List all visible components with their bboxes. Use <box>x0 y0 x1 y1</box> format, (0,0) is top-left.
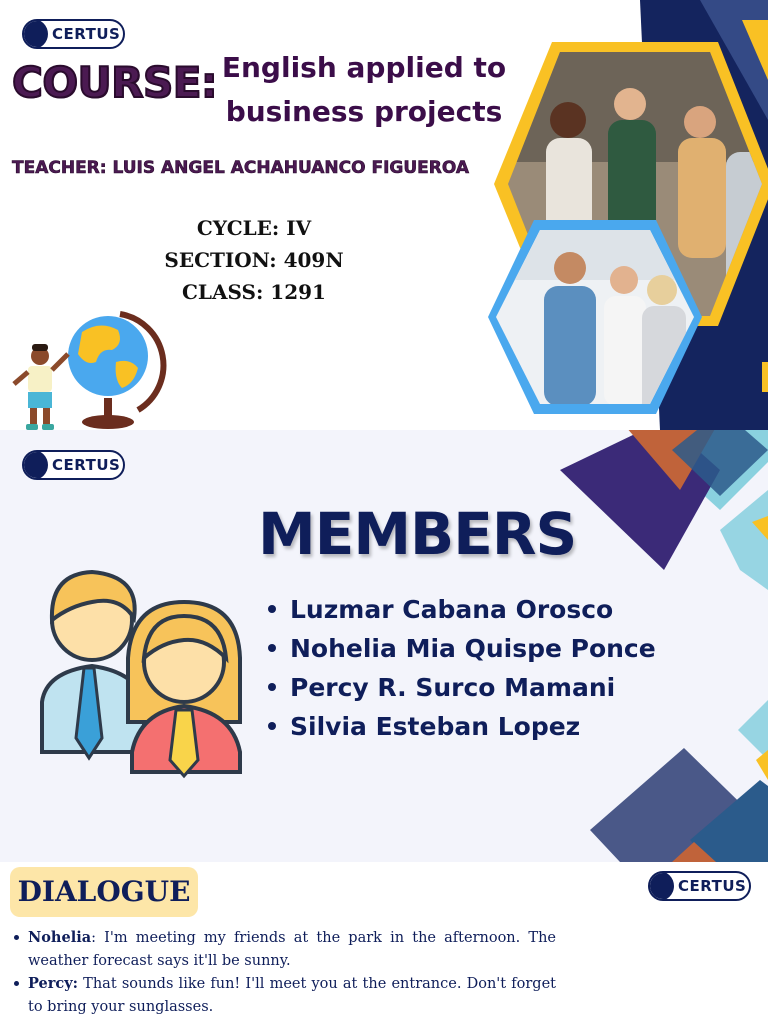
globe-icon <box>60 310 172 430</box>
dialogue-title: DIALOGUE <box>17 875 191 908</box>
certus-logo <box>22 19 125 49</box>
member-name: Nohelia Mia Quispe Ponce <box>290 634 656 663</box>
cover-section <box>0 0 768 430</box>
course-title-line2: business projects <box>225 95 503 128</box>
members-section <box>0 430 768 862</box>
people-icon <box>36 562 246 784</box>
dialogue-section <box>0 862 768 1024</box>
logo-text: CERTUS <box>52 25 121 43</box>
speaker-name: Percy: <box>28 975 78 992</box>
dialogue-text: I'm meeting my friends at the park in the afternoon. The weather forecast says it'll be sunny. <box>28 930 556 969</box>
list-item <box>268 629 656 668</box>
course-label: COURSE: <box>12 58 218 107</box>
dialogue-line <box>14 972 556 1019</box>
logo-text: CERTUS <box>52 456 121 474</box>
dialogue-text: That sounds like fun! I'll meet you at the entrance. Don't forget to bring your sunglasses. <box>28 976 556 1015</box>
photo-meeting-icon <box>488 220 702 414</box>
class-text: CLASS: 1291 <box>182 280 326 304</box>
cycle-text: CYCLE: IV <box>196 216 312 240</box>
logo-text: CERTUS <box>678 877 747 895</box>
section-text: SECTION: 409N <box>164 248 344 272</box>
speaker-name: Nohelia <box>28 929 92 946</box>
certus-logo <box>648 871 751 901</box>
list-item <box>268 668 656 707</box>
child-icon <box>10 344 70 430</box>
dialogue-line <box>14 926 556 973</box>
teacher-name: TEACHER: LUIS ANGEL ACHAHUANCO FIGUEROA <box>12 158 470 178</box>
dialogue-heading-box <box>10 867 198 917</box>
certus-logo <box>22 450 125 480</box>
course-title-line1: English applied to <box>221 51 507 84</box>
members-title: MEMBERS <box>258 500 577 568</box>
members-list <box>268 590 656 746</box>
member-name: Silvia Esteban Lopez <box>290 712 581 741</box>
speaker-separator: : <box>91 930 96 946</box>
member-name: Luzmar Cabana Orosco <box>290 595 614 624</box>
list-item <box>268 707 656 746</box>
course-title <box>214 46 514 134</box>
member-name: Percy R. Surco Mamani <box>290 673 616 702</box>
list-item <box>268 590 656 629</box>
